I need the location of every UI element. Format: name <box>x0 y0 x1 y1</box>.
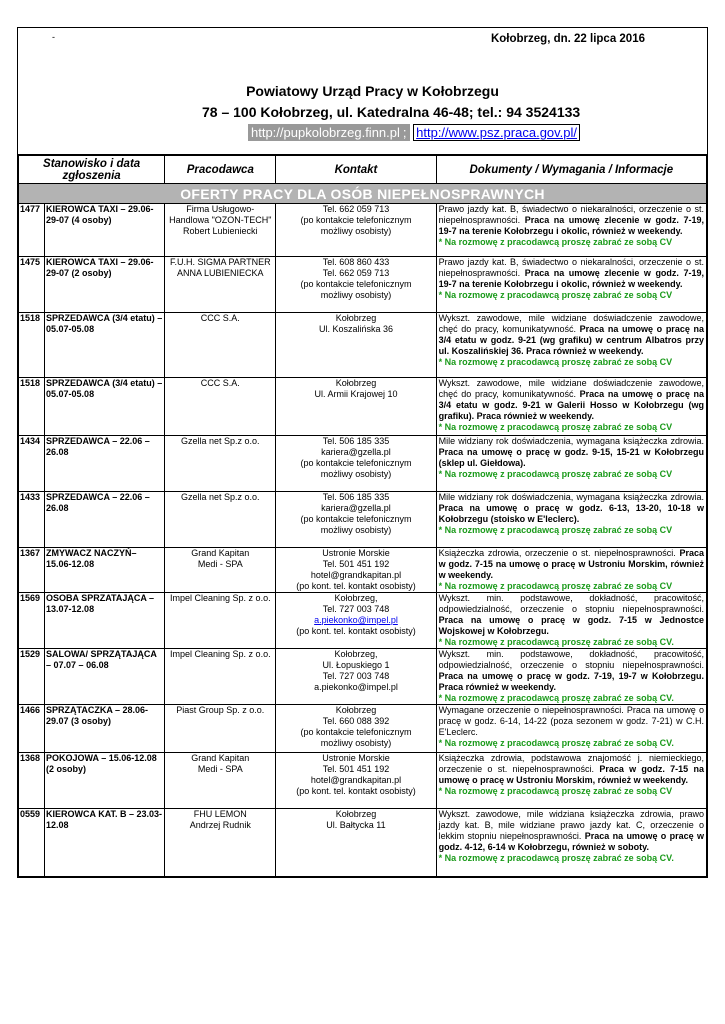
offer-employer <box>165 313 276 378</box>
contact-line: Ul. Armii Krajowej 10 <box>314 389 398 399</box>
offer-position-text: OSOBA SPRZATAJĄCA – 13.07-12.08 <box>46 593 155 614</box>
link-pup-kolobrzeg[interactable]: http://pupkolobrzeg.finn.pl <box>248 124 403 141</box>
requirements-bold: Praca na umowę o pracę w godz. 7-19, 19-7 w Kołobrzegu. Praca również w weekendy. <box>438 671 704 692</box>
contact-line: Tel. 506 185 335 <box>322 436 390 446</box>
offer-position <box>45 649 165 705</box>
cv-note: * Na rozmowę z pracodawcą proszę zabrać ze sobą CV. <box>438 693 674 703</box>
job-offers-table <box>18 155 707 877</box>
employer-line: Medi - SPA <box>197 559 243 569</box>
contact-line: Kołobrzeg <box>335 809 377 819</box>
offer-number <box>19 204 45 257</box>
offer-employer <box>165 436 276 492</box>
employer-line: Grand Kapitan <box>191 753 250 763</box>
requirements-bold: Praca na umowę o pracę w godz. 4-12, 6-14 w Kołobrzegu, również w soboty. <box>438 831 705 852</box>
contact-line: (po kontakcie telefonicznym <box>300 458 412 468</box>
offer-employer <box>165 705 276 753</box>
offer-requirements <box>436 436 706 492</box>
offer-contact <box>276 378 436 436</box>
contact-line: Ustronie Morskie <box>322 548 390 558</box>
offer-number-text: 1518 <box>20 378 41 388</box>
contact-line: Tel. 727 003 748 <box>322 604 390 614</box>
offer-employer <box>165 257 276 313</box>
cv-note: * Na rozmowę z pracodawcą proszę zabrać ze sobą CV <box>438 357 673 367</box>
office-address: 78 – 100 Kołobrzeg, ul. Katedralna 46-48; tel.: 94 3524133 <box>202 104 581 120</box>
offer-position-text: SPRZEDAWCA – 22.06 – 26.08 <box>46 492 150 513</box>
contact-line: Tel. 501 451 192 <box>322 764 390 774</box>
office-title: Powiatowy Urząd Pracy w Kołobrzegu <box>246 83 499 99</box>
requirements-plain: Wykszt. zawodowe, mile widziane doświadczenie zawodowe, chęć do pracy, komunikatywność. <box>438 313 704 334</box>
column-header-position: Stanowisko i data zgłoszenia <box>19 156 165 184</box>
requirements-bold: Praca na umowę o pracę w godz. 9-15, 15-21 w Kołobrzegu (sklep ul. Giełdowa). <box>438 447 704 468</box>
cv-note: * Na rozmowę z pracodawcą proszę zabrać ze sobą CV. <box>438 637 674 647</box>
offer-employer <box>165 649 276 705</box>
offer-contact <box>276 705 436 753</box>
offer-position-text: SPRZEDAWCA (3/4 etatu) – 05.07-05.08 <box>46 313 163 334</box>
contact-line: możliwy osobisty) <box>320 525 392 535</box>
table-row <box>19 492 707 548</box>
offer-number-text: 1434 <box>20 436 41 446</box>
contact-line: a.piekonko@impel.pl <box>314 682 398 692</box>
contact-line: Ul. Koszalińska 36 <box>318 324 393 334</box>
offer-position-text: KIEROWCA TAXI – 29.06-29-07 (2 osoby) <box>46 257 154 278</box>
employer-line: CCC S.A. <box>200 313 240 323</box>
offer-number-text: 1368 <box>20 753 41 763</box>
requirements-text <box>439 649 704 693</box>
offer-employer <box>165 378 276 436</box>
offer-contact <box>276 809 436 877</box>
contact-line: Kołobrzeg, <box>334 649 378 659</box>
requirements-bold: Praca na umowę o pracę w godz. 6-13, 13-20, 10-18 w Kołobrzegu (stoisko w E'leclerc). <box>438 503 704 524</box>
contact-line: kariera@gzella.pl <box>321 447 391 457</box>
contact-line: Kołobrzeg <box>335 705 377 715</box>
offer-position-text: SALOWA/ SPRZĄTAJĄCA – 07.07 – 06.08 <box>46 649 157 670</box>
cv-note: * Na rozmowę z pracodawcą proszę zabrać ze sobą CV <box>438 422 673 432</box>
table-row <box>19 705 707 753</box>
employer-line: Handlowa "OZON-TECH" <box>169 215 272 225</box>
requirements-plain: Prawo jazdy kat. B, świadectwo o niekaralności, orzeczenie o st. niepełnosprawności. <box>438 257 704 278</box>
contact-line: Kołobrzeg <box>335 378 377 388</box>
contact-line: Ul. Bałtycka 11 <box>326 820 386 830</box>
requirements-plain: Wykszt. min. podstawowe, dokładność, pracowitość, odpowiedzialność, orzeczenie o stopniu niepełnosprawności. <box>438 649 704 670</box>
contact-email-link[interactable]: a.piekonko@impel.pl <box>314 615 398 625</box>
offer-number <box>19 378 45 436</box>
requirements-plain: Wykszt. zawodowe, mile widziana książeczka zdrowia, prawo jazdy kat. B, mile widziane prawo jazdy kat. C, orzeczenie o lekkim stopniu niepełnosprawności. <box>438 809 704 841</box>
offer-number-text: 1477 <box>20 204 41 214</box>
table-row <box>19 313 707 378</box>
offer-number-text: 1529 <box>20 649 41 659</box>
requirements-text <box>439 593 704 637</box>
employer-line: Gzella net Sp.z o.o. <box>181 436 260 446</box>
requirements-text <box>439 313 704 357</box>
offer-position-text: ZMYWACZ NACZYŃ– 15.06-12.08 <box>46 548 137 569</box>
contact-line: Ul. Łopuskiego 1 <box>322 660 390 670</box>
page-frame <box>17 27 708 878</box>
requirements-plain: Mile widziany rok doświadczenia, wymagana książeczka zdrowia. <box>438 436 704 446</box>
table-row <box>19 378 707 436</box>
offer-requirements <box>436 593 706 649</box>
offer-contact <box>276 649 436 705</box>
header-dash: - <box>52 32 55 42</box>
offer-number <box>19 753 45 809</box>
contact-line: (po kont. tel. kontakt osobisty) <box>296 786 416 796</box>
column-header-documents: Dokumenty / Wymagania / Informacje <box>436 156 706 184</box>
requirements-plain: Wymagane orzeczenie o niepełnosprawności. Praca na umowę o pracę w godz. 6-14, 14-22 (poza sezonem w godz. 7-21) w C.H. E'Leclerc. <box>438 705 704 737</box>
offer-position-text: KIEROWCA TAXI – 29.06-29-07 (4 osoby) <box>46 204 154 225</box>
offer-position <box>45 492 165 548</box>
offer-position-text: SPRZEDAWCA – 22.06 – 26.08 <box>46 436 150 457</box>
offer-employer <box>165 548 276 593</box>
requirements-text <box>439 436 704 469</box>
requirements-text <box>439 378 704 422</box>
employer-line: Piast Group Sp. z o.o. <box>176 705 265 715</box>
requirements-plain: Wykszt. min. podstawowe, dokładność, pracowitość, odpowiedzialność, orzeczenie o stopniu niepełnosprawności. <box>438 593 704 614</box>
offer-employer <box>165 809 276 877</box>
offer-number <box>19 548 45 593</box>
offer-position <box>45 257 165 313</box>
employer-line: Gzella net Sp.z o.o. <box>181 492 260 502</box>
requirements-bold: Praca na umowę o pracę na 3/4 etatu w godz. 9-21 w Galerii Hosso w Kołobrzegu (wg grafiku). Praca również w weekendy. <box>438 389 704 421</box>
offer-position-text: KIEROWCA KAT. B – 23.03-12.08 <box>46 809 163 830</box>
table-row <box>19 548 707 593</box>
offer-position <box>45 204 165 257</box>
offer-number-text: 1466 <box>20 705 41 715</box>
requirements-text <box>439 809 704 853</box>
requirements-bold: Praca na umowę o pracę na 3/4 etatu w godz. 9-21 (wg grafiku) w centrum Albatros przy ul. Koszalińskiej 36. Praca również w weekendy. <box>438 324 704 356</box>
contact-line: Kołobrzeg, <box>334 593 378 603</box>
cv-note: * Na rozmowę z pracodawcą proszę zabrać ze sobą CV <box>438 290 673 300</box>
table-row <box>19 257 707 313</box>
offer-employer <box>165 753 276 809</box>
offer-number-text: 1518 <box>20 313 41 323</box>
cv-note: * Na rozmowę z pracodawcą proszę zabrać ze sobą CV. <box>438 738 674 748</box>
requirements-text <box>439 492 704 525</box>
contact-line: Tel. 506 185 335 <box>322 492 390 502</box>
offer-position <box>45 809 165 877</box>
document-date: Kołobrzeg, dn. 22 lipca 2016 <box>490 33 645 45</box>
offer-number <box>19 313 45 378</box>
offer-position <box>45 593 165 649</box>
cv-note: * Na rozmowę z pracodawcą proszę zabrać ze sobą CV <box>438 786 673 796</box>
section-title: OFERTY PRACY DLA OSÓB NIEPEŁNOSPRAWNYCH <box>19 184 707 204</box>
contact-line: możliwy osobisty) <box>320 226 392 236</box>
contact-line: możliwy osobisty) <box>320 469 392 479</box>
employer-line: F.U.H. SIGMA PARTNER <box>169 257 271 267</box>
requirements-bold: Praca na umowę zlecenie w godz. 7-19, 19-7 na terenie Kołobrzegu i okolic, również w weekendy. <box>438 215 704 236</box>
offer-position <box>45 753 165 809</box>
cv-note: * Na rozmowę z pracodawcą proszę zabrać ze sobą CV <box>438 581 673 591</box>
employer-line: Medi - SPA <box>197 764 243 774</box>
column-header-contact: Kontakt <box>276 156 436 184</box>
cv-note: * Na rozmowę z pracodawcą proszę zabrać ze sobą CV <box>438 237 673 247</box>
employer-line: Andrzej Rudnik <box>189 820 251 830</box>
contact-line: kariera@gzella.pl <box>321 503 391 513</box>
offer-contact <box>276 313 436 378</box>
requirements-plain: Książeczka zdrowia, orzeczenie o st. niepełnosprawności. <box>438 548 680 558</box>
offer-employer <box>165 204 276 257</box>
offer-position <box>45 705 165 753</box>
contact-line: (po kont. tel. kontakt osobisty) <box>296 626 416 636</box>
column-header-employer: Pracodawca <box>165 156 276 184</box>
offer-requirements <box>436 378 706 436</box>
contact-line: Ustronie Morskie <box>322 753 390 763</box>
document-header <box>18 28 707 155</box>
offer-contact <box>276 492 436 548</box>
offer-requirements <box>436 257 706 313</box>
offer-number <box>19 809 45 877</box>
requirements-plain: Prawo jazdy kat. B, świadectwo o niekaralności, orzeczenie o st. niepełnosprawności. <box>438 204 704 225</box>
contact-line: (po kontakcie telefonicznym <box>300 727 412 737</box>
offer-position <box>45 436 165 492</box>
offer-contact <box>276 548 436 593</box>
offer-position <box>45 378 165 436</box>
offer-position-text: SPRZĄTACZKA – 28.06-29.07 (3 osoby) <box>46 705 149 726</box>
offer-number <box>19 593 45 649</box>
cv-note: * Na rozmowę z pracodawcą proszę zabrać ze sobą CV <box>438 469 673 479</box>
table-row <box>19 593 707 649</box>
offer-number-text: 1569 <box>20 593 41 603</box>
offer-requirements <box>436 649 706 705</box>
table-row <box>19 809 707 877</box>
offer-requirements <box>436 492 706 548</box>
offer-contact <box>276 436 436 492</box>
offer-employer <box>165 593 276 649</box>
contact-line: hotel@grandkapitan.pl <box>310 570 402 580</box>
contact-line: możliwy osobisty) <box>320 290 392 300</box>
offer-position-text: POKOJOWA – 15.06-12.08 (2 osoby) <box>46 753 157 774</box>
contact-line: Tel. 727 003 748 <box>322 671 390 681</box>
table-row <box>19 753 707 809</box>
offer-contact <box>276 257 436 313</box>
contact-line: Kołobrzeg <box>335 313 377 323</box>
employer-line: CCC S.A. <box>200 378 240 388</box>
requirements-text <box>439 753 704 786</box>
requirements-bold: Praca w godz. 7-15 na umowę o pracę w Ustroniu Morskim, również w weekendy. <box>438 764 704 785</box>
requirements-plain: Wykszt. zawodowe, mile widziane doświadczenie zawodowe, chęć do pracy, komunikatywność. <box>438 378 704 399</box>
offer-number-text: 0559 <box>20 809 41 819</box>
contact-line: (po kontakcie telefonicznym <box>300 279 412 289</box>
employer-line: Robert Lubieniecki <box>183 226 258 236</box>
employer-line: Impel Cleaning Sp. z o.o. <box>170 593 271 603</box>
contact-line: hotel@grandkapitan.pl <box>310 775 402 785</box>
contact-line: Tel. 608 860 433 <box>322 257 390 267</box>
offer-requirements <box>436 705 706 753</box>
offer-number-text: 1433 <box>20 492 41 502</box>
offer-number <box>19 436 45 492</box>
contact-line: (po kontakcie telefonicznym <box>300 215 412 225</box>
offer-number-text: 1475 <box>20 257 41 267</box>
link-separator: ; <box>400 124 410 141</box>
offer-contact <box>276 204 436 257</box>
contact-line: Tel. 662 059 713 <box>322 204 390 214</box>
contact-line: Tel. 501 451 192 <box>322 559 390 569</box>
employer-line: FHU LEMON <box>193 809 247 819</box>
contact-line: (po kontakcie telefonicznym <box>300 514 412 524</box>
employer-line: Firma Usługowo- <box>186 204 255 214</box>
offer-requirements <box>436 548 706 593</box>
offer-contact <box>276 593 436 649</box>
contact-line: (po kont. tel. kontakt osobisty) <box>296 581 416 591</box>
offer-employer <box>165 492 276 548</box>
requirements-text <box>439 548 704 581</box>
offer-requirements <box>436 204 706 257</box>
employer-line: Grand Kapitan <box>191 548 250 558</box>
requirements-text <box>439 257 704 290</box>
offer-number <box>19 492 45 548</box>
table-row <box>19 436 707 492</box>
employer-line: Impel Cleaning Sp. z o.o. <box>170 649 271 659</box>
offer-requirements <box>436 753 706 809</box>
offer-number <box>19 705 45 753</box>
employer-line: ANNA LUBIENIECKA <box>177 268 264 278</box>
table-row <box>19 649 707 705</box>
offer-number <box>19 257 45 313</box>
cv-note: * Na rozmowę z pracodawcą proszę zabrać ze sobą CV. <box>438 853 674 863</box>
requirements-text <box>439 204 704 237</box>
table-row <box>19 204 707 257</box>
requirements-text <box>439 705 704 738</box>
offer-position <box>45 313 165 378</box>
offer-position-text: SPRZEDAWCA (3/4 etatu) – 05.07-05.08 <box>46 378 163 399</box>
requirements-bold: Praca w godz. 7-15 na umowę o pracę w Ustroniu Morskim, również w weekendy. <box>438 548 704 580</box>
link-psz[interactable]: http://www.psz.praca.gov.pl/ <box>413 124 580 141</box>
contact-line: możliwy osobisty) <box>320 738 392 748</box>
contact-line: Tel. 660 088 392 <box>322 716 390 726</box>
offer-contact <box>276 753 436 809</box>
offer-requirements <box>436 313 706 378</box>
offer-number <box>19 649 45 705</box>
cv-note: * Na rozmowę z pracodawcą proszę zabrać ze sobą CV <box>438 525 673 535</box>
requirements-plain: Książeczka zdrowia, podstawowa znajomość j. niemieckiego, orzeczenie o st. niepełnosprawności. <box>438 753 704 774</box>
office-links <box>248 125 580 140</box>
offer-position <box>45 548 165 593</box>
requirements-bold: Praca na umowę zlecenie w godz. 7-19, 19-7 na terenie Kołobrzegu i okolic, również w weekendy. <box>438 268 704 289</box>
offer-number-text: 1367 <box>20 548 41 558</box>
requirements-plain: Mile widziany rok doświadczenia, wymagana książeczka zdrowia. <box>438 492 704 502</box>
offer-requirements <box>436 809 706 877</box>
requirements-bold: Praca na umowę o pracę w godz. 7-15 w Jednostce Wojskowej w Kołobrzegu. <box>438 615 704 636</box>
contact-line: Tel. 662 059 713 <box>322 268 390 278</box>
